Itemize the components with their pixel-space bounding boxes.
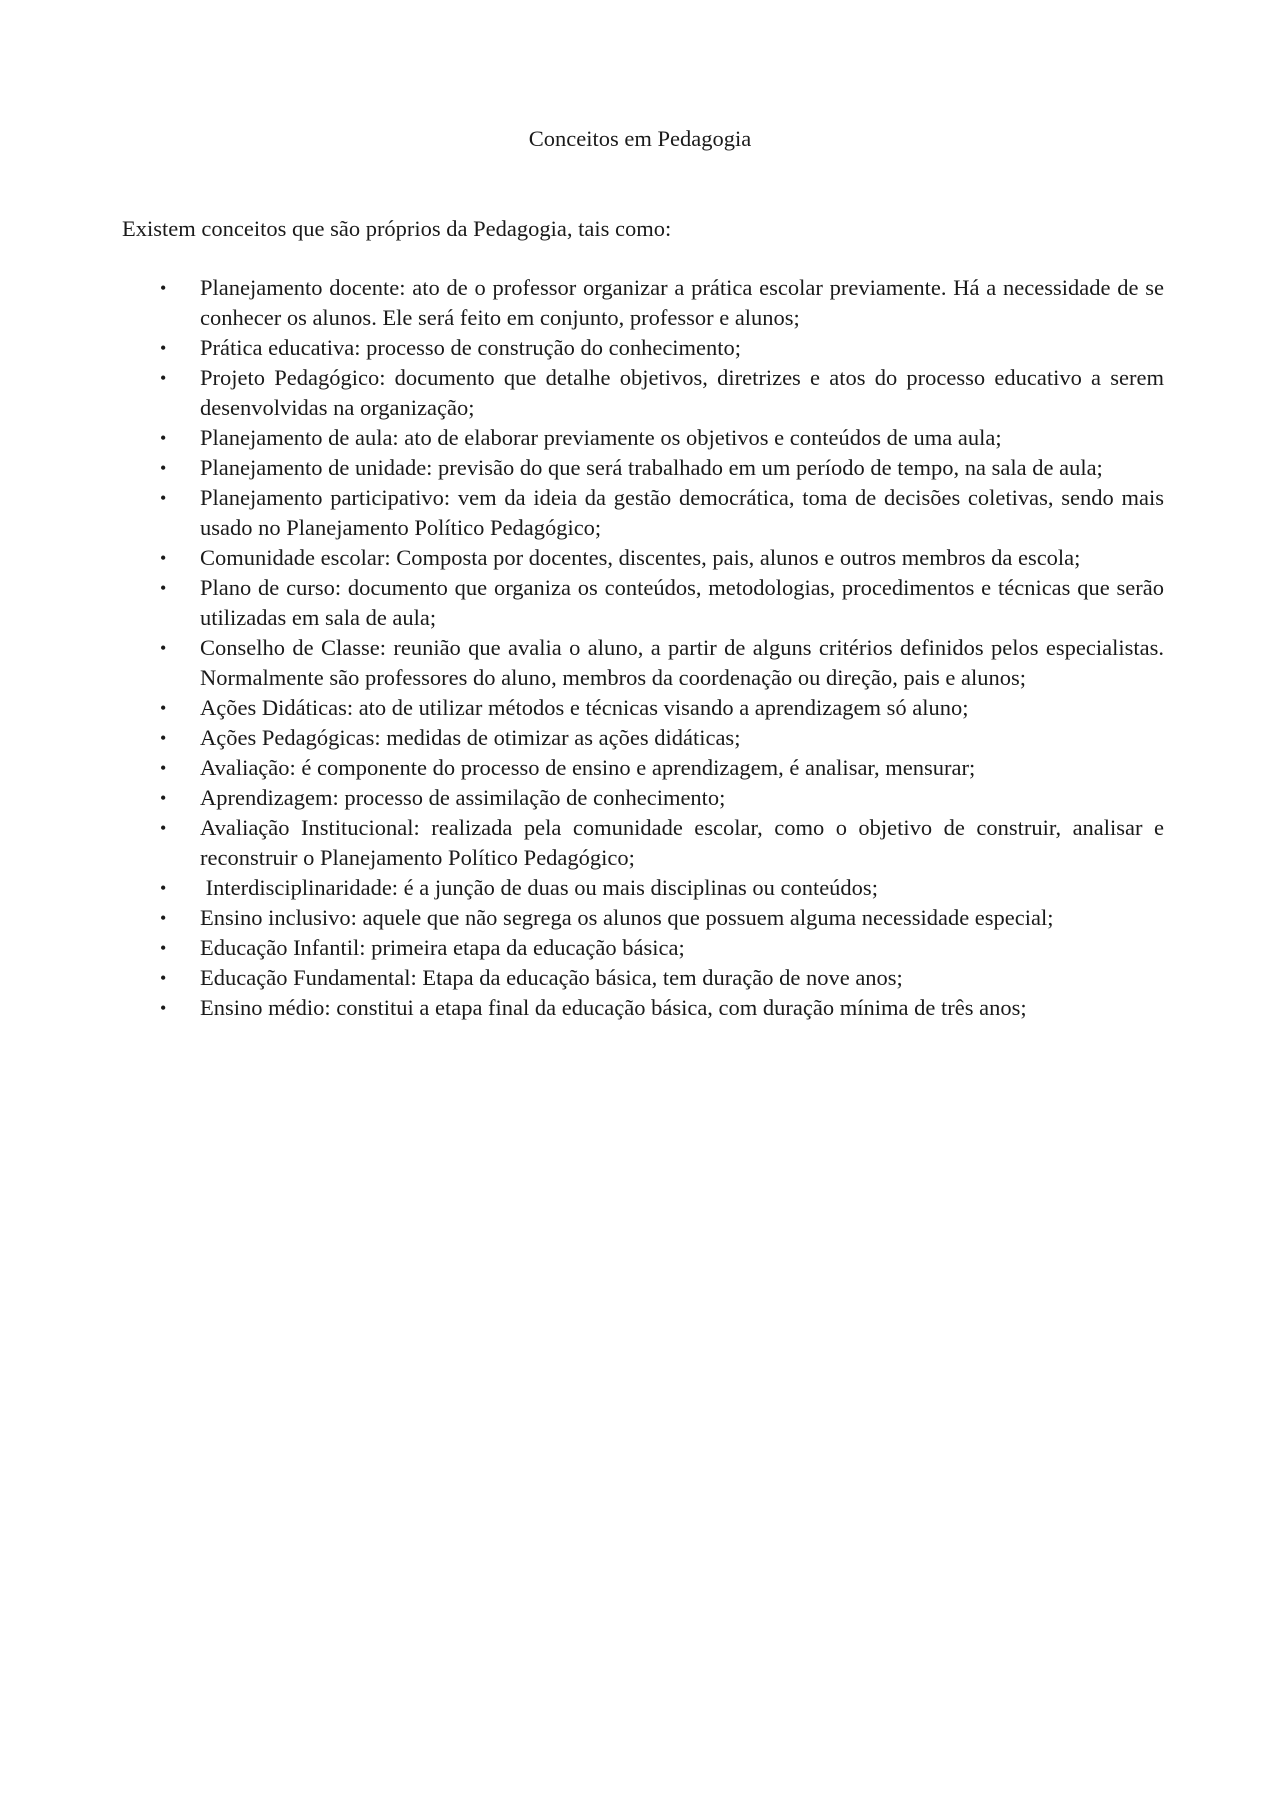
page-title: Conceitos em Pedagogia bbox=[528, 126, 752, 151]
bullet-icon: • bbox=[160, 728, 167, 748]
bullet-icon: • bbox=[160, 338, 167, 358]
list-item bbox=[0, 723, 1164, 753]
list-item-text: Projeto Pedagógico: documento que detalhe objetivos, diretrizes e atos do processo educativo a serem desenvolvidas na organização; bbox=[200, 365, 1164, 420]
list-item bbox=[0, 993, 1164, 1023]
list-item-text: Prática educativa: processo de construção do conhecimento; bbox=[200, 335, 742, 360]
bullet-icon: • bbox=[160, 578, 167, 598]
list-item bbox=[0, 933, 1164, 963]
bullet-icon: • bbox=[160, 368, 167, 388]
list-item bbox=[0, 453, 1164, 483]
bullet-icon: • bbox=[160, 278, 167, 298]
bullet-icon: • bbox=[160, 968, 167, 988]
list-item-text: Ensino médio: constitui a etapa final da educação básica, com duração mínima de três anos; bbox=[200, 995, 1027, 1020]
list-item bbox=[0, 273, 1164, 333]
list-item-text: Planejamento docente: ato de o professor organizar a prática escolar previamente. Há a necessidade de se conhecer os alunos. Ele será feito em conjunto, professor e alunos; bbox=[200, 275, 1164, 330]
list-item-text: Interdisciplinaridade: é a junção de duas ou mais disciplinas ou conteúdos; bbox=[200, 875, 878, 900]
list-item bbox=[0, 543, 1164, 573]
list-item bbox=[0, 963, 1164, 993]
bullet-icon: • bbox=[160, 548, 167, 568]
bullet-icon: • bbox=[160, 998, 167, 1018]
list-item bbox=[0, 783, 1164, 813]
list-item-text: Avaliação: é componente do processo de ensino e aprendizagem, é analisar, mensurar; bbox=[200, 755, 976, 780]
list-item-text: Planejamento participativo: vem da ideia da gestão democrática, toma de decisões coletivas, sendo mais usado no Planejamento Político Pedagógico; bbox=[200, 485, 1164, 540]
list-item-text: Ações Pedagógicas: medidas de otimizar as ações didáticas; bbox=[200, 725, 741, 750]
bullet-icon: • bbox=[160, 458, 167, 478]
list-item-text: Planejamento de unidade: previsão do que será trabalhado em um período de tempo, na sala de aula; bbox=[200, 455, 1103, 480]
list-item-text: Comunidade escolar: Composta por docentes, discentes, pais, alunos e outros membros da escola; bbox=[200, 545, 1081, 570]
list-item-text: Avaliação Institucional: realizada pela comunidade escolar, como o objetivo de construir, analisar e reconstruir o Planejamento Político Pedagógico; bbox=[200, 815, 1164, 870]
bullet-icon: • bbox=[160, 488, 167, 508]
list-item bbox=[0, 693, 1164, 723]
list-item bbox=[0, 573, 1164, 633]
intro-paragraph: Existem conceitos que são próprios da Pedagogia, tais como: bbox=[122, 216, 672, 241]
bullet-icon: • bbox=[160, 638, 167, 658]
list-item-text: Educação Fundamental: Etapa da educação básica, tem duração de nove anos; bbox=[200, 965, 903, 990]
list-item bbox=[0, 903, 1164, 933]
concept-list bbox=[0, 273, 1280, 1023]
bullet-icon: • bbox=[160, 818, 167, 838]
list-item bbox=[0, 633, 1164, 693]
bullet-icon: • bbox=[160, 938, 167, 958]
list-item-text: Aprendizagem: processo de assimilação de conhecimento; bbox=[200, 785, 726, 810]
list-item bbox=[0, 333, 1164, 363]
bullet-icon: • bbox=[160, 908, 167, 928]
list-item bbox=[0, 873, 1164, 903]
bullet-icon: • bbox=[160, 878, 167, 898]
list-item-text: Plano de curso: documento que organiza os conteúdos, metodologias, procedimentos e técnicas que serão utilizadas em sala de aula; bbox=[200, 575, 1164, 630]
list-item-text: Conselho de Classe: reunião que avalia o aluno, a partir de alguns critérios definidos pelos especialistas. Normalmente são professores do aluno, membros da coordenação ou direção, pais e alunos; bbox=[200, 635, 1164, 690]
list-item bbox=[0, 753, 1164, 783]
list-item-text: Ensino inclusivo: aquele que não segrega os alunos que possuem alguma necessidade especial; bbox=[200, 905, 1054, 930]
bullet-icon: • bbox=[160, 788, 167, 808]
bullet-icon: • bbox=[160, 698, 167, 718]
bullet-icon: • bbox=[160, 758, 167, 778]
bullet-icon: • bbox=[160, 428, 167, 448]
list-item bbox=[0, 483, 1164, 543]
list-item bbox=[0, 813, 1164, 873]
list-item-text: Educação Infantil: primeira etapa da educação básica; bbox=[200, 935, 685, 960]
list-item-text: Planejamento de aula: ato de elaborar previamente os objetivos e conteúdos de uma aula; bbox=[200, 425, 1002, 450]
list-item-text: Ações Didáticas: ato de utilizar métodos e técnicas visando a aprendizagem só aluno; bbox=[200, 695, 969, 720]
list-item bbox=[0, 423, 1164, 453]
list-item bbox=[0, 363, 1164, 423]
